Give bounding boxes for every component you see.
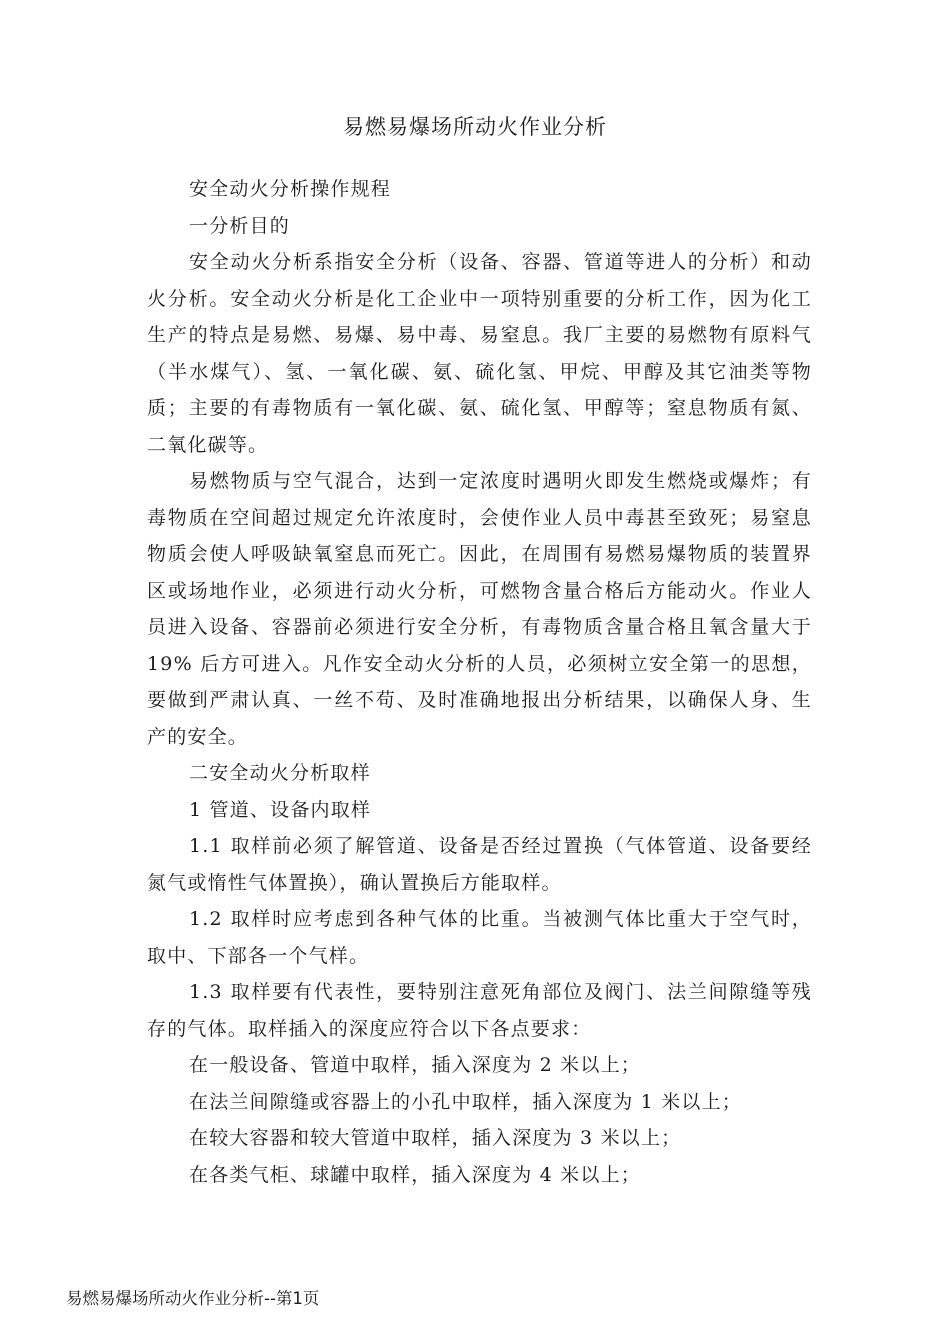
document-body — [147, 171, 812, 1193]
paragraph-1-2: 1.2 取样时应考虑到各种气体的比重。当被测气体比重大于空气时，取中、下部各一个气样。 — [147, 908, 812, 967]
heading-subsection-1: 1 管道、设备内取样 — [189, 798, 372, 821]
document-title: 易燃易爆场所动火作业分析 — [343, 115, 607, 139]
paragraph-1-3: 1.3 取样要有代表性，要特别注意死角部位及阀门、法兰间隙缝等残存的气体。取样插入的深度应符合以下各点要求： — [147, 981, 812, 1040]
paragraph-hazards: 易燃物质与空气混合，达到一定浓度时遇明火即发生燃烧或爆炸；有毒物质在空间超过规定允许浓度时，会使作业人员中毒甚至致死；易窒息物质会使人呼吸缺氧窒息而死亡。因此，在周围有易燃易爆物质的装置界区或场地作业，必须进行动火分析，可燃物含量合格后方能动火。作业人员进入设备、容器前必须进行安全分析，有毒物质含量合格且氧含量大于 19% 后方可进入。凡作安全动火分析的人员，必须树立安全第一的思想，要做到严肃认真、一丝不苟、及时准确地报出分析结果，以确保人身、生产的安全。 — [147, 470, 812, 748]
paragraph-1-1: 1.1 取样前必须了解管道、设备是否经过置换（气体管道、设备要经氮气或惰性气体置换），确认置换后方能取样。 — [147, 835, 812, 894]
list-item-depth-large: 在较大容器和较大管道中取样，插入深度为 3 米以上； — [189, 1127, 682, 1149]
list-item-depth-general: 在一般设备、管道中取样，插入深度为 2 米以上； — [189, 1054, 641, 1076]
list-item-depth-tank: 在各类气柜、球罐中取样，插入深度为 4 米以上； — [189, 1163, 641, 1186]
list-item-depth-flange: 在法兰间隙缝或容器上的小孔中取样，插入深度为 1 米以上； — [189, 1090, 742, 1113]
heading-procedure: 安全动火分析操作规程 — [189, 178, 392, 200]
page-footer: 易燃易爆场所动火作业分析--第1页 — [66, 1289, 320, 1308]
heading-section-1: 一分析目的 — [189, 214, 291, 237]
paragraph-purpose: 安全动火分析系指安全分析（设备、容器、管道等进人的分析）和动火分析。安全动火分析是化工企业中一项特别重要的分析工作，因为化工生产的特点是易燃、易爆、易中毒、易窒息。我厂主要的易燃物有原料气（半水煤气）、氢、一氧化碳、氨、硫化氢、甲烷、甲醇及其它油类等物质；主要的有毒物质有一氧化碳、氨、硫化氢、甲醇等；窒息物质有氮、二氧化碳等。 — [147, 251, 812, 456]
heading-section-2: 二安全动火分析取样 — [189, 762, 371, 784]
